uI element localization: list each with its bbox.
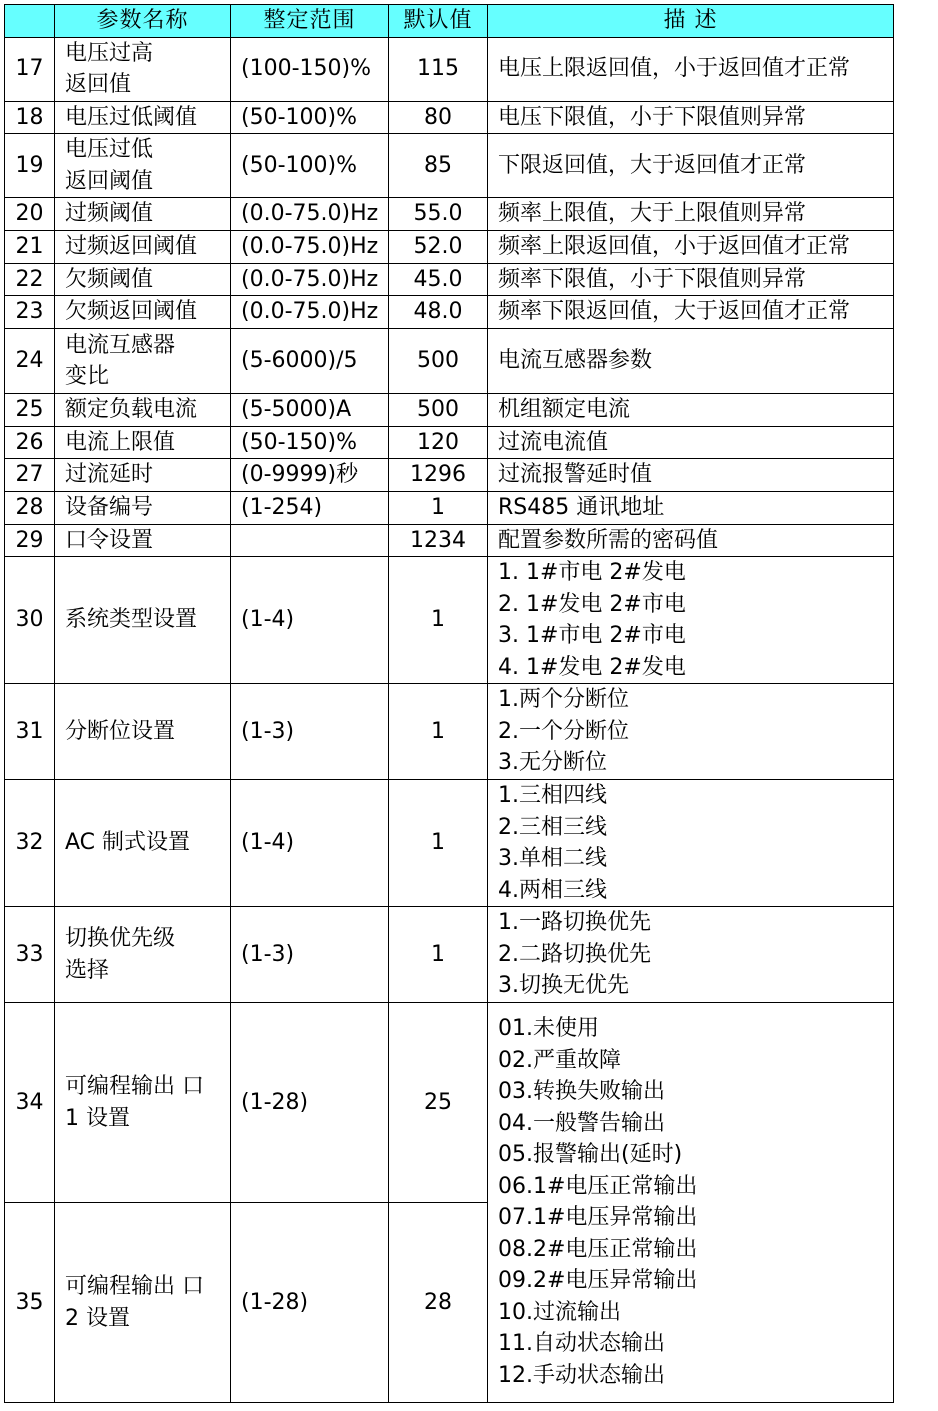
row-index: 33 bbox=[5, 907, 55, 1003]
param-name-line: 电流上限值 bbox=[65, 429, 176, 455]
row-index: 27 bbox=[5, 459, 55, 492]
table-row bbox=[5, 263, 894, 296]
row-index: 22 bbox=[5, 263, 55, 296]
param-range bbox=[231, 524, 389, 557]
param-name-line: 电压过低阈值 bbox=[65, 104, 198, 130]
param-name-line: 分断位设置 bbox=[65, 718, 176, 744]
param-default: 25 bbox=[389, 1003, 488, 1203]
param-description bbox=[488, 557, 894, 684]
param-default: 28 bbox=[389, 1203, 488, 1403]
param-name-line: 口令设置 bbox=[65, 527, 154, 553]
param-description bbox=[488, 296, 894, 329]
param-default: 1 bbox=[389, 492, 488, 525]
header-index bbox=[5, 5, 55, 38]
param-default: 52.0 bbox=[389, 230, 488, 263]
description-line: 过流报警延时值 bbox=[498, 462, 653, 488]
param-default: 500 bbox=[389, 394, 488, 427]
param-name-line: 欠频返回阈值 bbox=[65, 299, 198, 325]
param-name-line: 可编程输出 口 bbox=[65, 1074, 204, 1099]
output-option: 04.一般警告输出 bbox=[498, 1110, 665, 1136]
param-name-line: 电流互感器 bbox=[65, 332, 176, 358]
param-default: 55.0 bbox=[389, 198, 488, 231]
param-name-line: 切换优先级 bbox=[65, 926, 176, 951]
param-name bbox=[55, 459, 231, 492]
param-description bbox=[488, 459, 894, 492]
description-line: 3.切换无优先 bbox=[498, 973, 629, 999]
output-option: 07.1#电压异常输出 bbox=[498, 1205, 698, 1230]
param-name-line: 设备编号 bbox=[65, 495, 154, 520]
row-index: 29 bbox=[5, 524, 55, 557]
description-line: 2.一个分断位 bbox=[498, 718, 629, 744]
row-index: 32 bbox=[5, 780, 55, 907]
param-name-line: 过频返回阈值 bbox=[65, 233, 198, 259]
table-row bbox=[5, 907, 894, 1003]
row-index: 21 bbox=[5, 230, 55, 263]
param-name bbox=[55, 492, 231, 525]
description-line: 2.三相三线 bbox=[498, 814, 607, 840]
param-range: (1-28) bbox=[231, 1203, 389, 1403]
param-default: 45.0 bbox=[389, 263, 488, 296]
table-row bbox=[5, 684, 894, 780]
param-range: (50-150)% bbox=[231, 426, 389, 459]
param-description bbox=[488, 780, 894, 907]
param-range: (1-4) bbox=[231, 780, 389, 907]
param-name bbox=[55, 329, 231, 394]
param-range: (5-6000)/5 bbox=[231, 329, 389, 394]
description-line: 2.二路切换优先 bbox=[498, 941, 651, 967]
table-row bbox=[5, 1003, 894, 1203]
header-description: 描 述 bbox=[488, 5, 894, 38]
output-option: 08.2#电压正常输出 bbox=[498, 1236, 698, 1262]
param-description bbox=[488, 134, 894, 198]
param-range: (0.0-75.0)Hz bbox=[231, 198, 389, 231]
param-default: 1 bbox=[389, 907, 488, 1003]
description-line: 电压下限值，小于下限值则异常 bbox=[498, 104, 807, 130]
param-range: (1-3) bbox=[231, 684, 389, 780]
param-name-line: 2 设置 bbox=[65, 1305, 130, 1331]
description-line: 1.三相四线 bbox=[498, 783, 607, 808]
description-line: 3.无分断位 bbox=[498, 750, 607, 776]
param-default: 1 bbox=[389, 557, 488, 684]
header-default: 默认值 bbox=[389, 5, 488, 38]
param-name bbox=[55, 263, 231, 296]
param-name bbox=[55, 394, 231, 427]
output-option: 10.过流输出 bbox=[498, 1299, 621, 1325]
row-index: 28 bbox=[5, 492, 55, 525]
description-line: 3.单相二线 bbox=[498, 846, 607, 871]
param-name bbox=[55, 426, 231, 459]
param-description bbox=[488, 329, 894, 394]
param-range: (0-9999)秒 bbox=[231, 459, 389, 492]
description-line: 下限返回值，大于返回值才正常 bbox=[498, 152, 807, 178]
param-range: (5-5000)A bbox=[231, 394, 389, 427]
table-row bbox=[5, 134, 894, 198]
param-default: 115 bbox=[389, 37, 488, 101]
description-line: 1.两个分断位 bbox=[498, 687, 629, 713]
description-line: 1.一路切换优先 bbox=[498, 910, 651, 936]
param-name bbox=[55, 296, 231, 329]
param-name-line: 1 设置 bbox=[65, 1105, 130, 1131]
row-index: 18 bbox=[5, 101, 55, 134]
table-row bbox=[5, 329, 894, 394]
param-default: 120 bbox=[389, 426, 488, 459]
output-option: 06.1#电压正常输出 bbox=[498, 1173, 698, 1199]
param-name bbox=[55, 780, 231, 907]
description-line: 配置参数所需的密码值 bbox=[498, 527, 719, 553]
param-range: (1-3) bbox=[231, 907, 389, 1003]
row-index: 34 bbox=[5, 1003, 55, 1203]
param-name bbox=[55, 37, 231, 101]
output-option: 12.手动状态输出 bbox=[498, 1362, 665, 1388]
row-index: 35 bbox=[5, 1203, 55, 1403]
output-option: 05.报警输出(延时) bbox=[498, 1142, 683, 1167]
table-row bbox=[5, 459, 894, 492]
table-row bbox=[5, 557, 894, 684]
table-row bbox=[5, 198, 894, 231]
param-name bbox=[55, 907, 231, 1003]
table-header-row bbox=[5, 5, 894, 38]
row-index: 30 bbox=[5, 557, 55, 684]
param-range: (1-254) bbox=[231, 492, 389, 525]
param-description bbox=[488, 101, 894, 134]
description-line: 4. 1#发电 2#发电 bbox=[498, 654, 686, 680]
description-line: 3. 1#市电 2#市电 bbox=[498, 623, 686, 648]
param-name-line: 系统类型设置 bbox=[65, 607, 198, 633]
param-name bbox=[55, 134, 231, 198]
description-line: 电流互感器参数 bbox=[498, 348, 653, 374]
param-range: (1-28) bbox=[231, 1003, 389, 1203]
table-row bbox=[5, 394, 894, 427]
param-default: 48.0 bbox=[389, 296, 488, 329]
param-range: (1-4) bbox=[231, 557, 389, 684]
row-index: 31 bbox=[5, 684, 55, 780]
param-range: (50-100)% bbox=[231, 101, 389, 134]
param-range: (0.0-75.0)Hz bbox=[231, 296, 389, 329]
table-row bbox=[5, 780, 894, 907]
param-name-line: 电压过高 bbox=[65, 40, 154, 66]
param-default: 1234 bbox=[389, 524, 488, 557]
param-name-line: 返回阈值 bbox=[65, 168, 154, 194]
parameter-table bbox=[4, 4, 894, 1403]
output-option: 02.严重故障 bbox=[498, 1047, 621, 1073]
param-description bbox=[488, 263, 894, 296]
output-options-list bbox=[488, 1003, 894, 1403]
table-row bbox=[5, 492, 894, 525]
table-body bbox=[5, 37, 894, 1403]
description-line: 频率上限返回值，小于返回值才正常 bbox=[498, 233, 851, 259]
output-option: 03.转换失败输出 bbox=[498, 1079, 665, 1104]
description-line: RS485 通讯地址 bbox=[498, 495, 665, 520]
description-line: 1. 1#市电 2#发电 bbox=[498, 560, 686, 585]
header-name: 参数名称 bbox=[55, 5, 231, 38]
param-range: (100-150)% bbox=[231, 37, 389, 101]
table-row bbox=[5, 426, 894, 459]
param-default: 1296 bbox=[389, 459, 488, 492]
param-default: 80 bbox=[389, 101, 488, 134]
param-description bbox=[488, 37, 894, 101]
param-default: 1 bbox=[389, 780, 488, 907]
header-range: 整定范围 bbox=[231, 5, 389, 38]
param-description bbox=[488, 524, 894, 557]
row-index: 26 bbox=[5, 426, 55, 459]
param-name-line: 变比 bbox=[65, 364, 110, 389]
param-name-line: 可编程输出 口 bbox=[65, 1274, 204, 1299]
param-default: 500 bbox=[389, 329, 488, 394]
param-name-line: 额定负载电流 bbox=[65, 397, 198, 422]
param-name-line: 电压过低 bbox=[65, 137, 154, 162]
param-range: (0.0-75.0)Hz bbox=[231, 230, 389, 263]
table-row bbox=[5, 524, 894, 557]
param-name-line: AC 制式设置 bbox=[65, 830, 191, 856]
description-line: 4.两相三线 bbox=[498, 877, 607, 903]
table-row bbox=[5, 230, 894, 263]
param-name-line: 过频阈值 bbox=[65, 201, 154, 226]
param-description bbox=[488, 230, 894, 263]
param-name bbox=[55, 1003, 231, 1203]
param-name bbox=[55, 198, 231, 231]
row-index: 19 bbox=[5, 134, 55, 198]
param-description bbox=[488, 426, 894, 459]
description-line: 频率下限值，小于下限值则异常 bbox=[498, 266, 807, 292]
param-name bbox=[55, 557, 231, 684]
param-description bbox=[488, 492, 894, 525]
description-line: 机组额定电流 bbox=[498, 397, 631, 422]
param-name-line: 欠频阈值 bbox=[65, 266, 154, 292]
description-line: 2. 1#发电 2#市电 bbox=[498, 591, 686, 617]
param-name-line: 选择 bbox=[65, 957, 110, 983]
description-line: 频率上限值，大于上限值则异常 bbox=[498, 201, 807, 226]
row-index: 24 bbox=[5, 329, 55, 394]
output-option: 11.自动状态输出 bbox=[498, 1331, 665, 1356]
table-row bbox=[5, 37, 894, 101]
row-index: 23 bbox=[5, 296, 55, 329]
param-range: (50-100)% bbox=[231, 134, 389, 198]
param-name bbox=[55, 101, 231, 134]
row-index: 20 bbox=[5, 198, 55, 231]
param-description bbox=[488, 198, 894, 231]
output-option: 09.2#电压异常输出 bbox=[498, 1268, 698, 1293]
param-name bbox=[55, 684, 231, 780]
table-row bbox=[5, 101, 894, 134]
description-line: 过流电流值 bbox=[498, 429, 609, 455]
param-name bbox=[55, 524, 231, 557]
description-line: 频率下限返回值，大于返回值才正常 bbox=[498, 299, 851, 325]
param-name-line: 过流延时 bbox=[65, 462, 154, 488]
param-range: (0.0-75.0)Hz bbox=[231, 263, 389, 296]
param-default: 1 bbox=[389, 684, 488, 780]
output-option: 01.未使用 bbox=[498, 1016, 599, 1041]
row-index: 17 bbox=[5, 37, 55, 101]
param-default: 85 bbox=[389, 134, 488, 198]
description-line: 电压上限返回值，小于返回值才正常 bbox=[498, 56, 851, 82]
param-description bbox=[488, 684, 894, 780]
param-description bbox=[488, 907, 894, 1003]
param-name-line: 返回值 bbox=[65, 72, 132, 97]
row-index: 25 bbox=[5, 394, 55, 427]
table-row bbox=[5, 296, 894, 329]
param-description bbox=[488, 394, 894, 427]
param-name bbox=[55, 1203, 231, 1403]
param-name bbox=[55, 230, 231, 263]
